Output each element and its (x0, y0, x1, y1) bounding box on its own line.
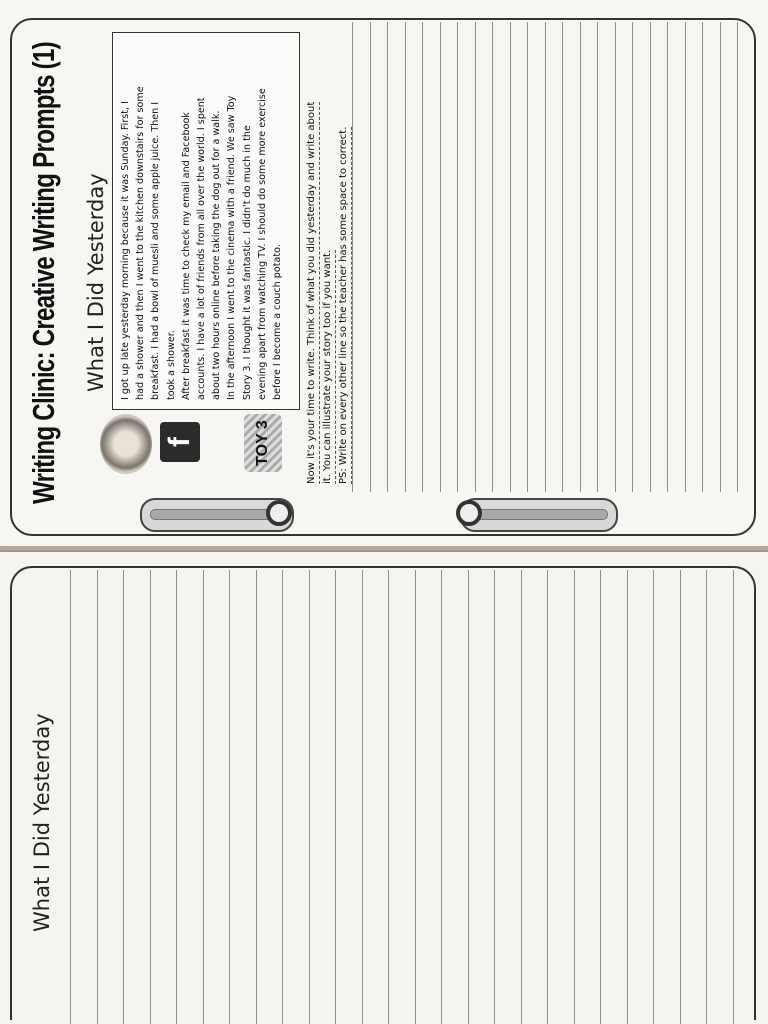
story-line: breakfast. I had a bowl of muesli and some apple juice. Then I (150, 101, 162, 400)
instruction-line: it. You can illustrate your story too if you want. (320, 250, 336, 484)
subtitle-block (84, 92, 108, 392)
instructions-block (304, 24, 352, 484)
ruled-line (685, 22, 686, 492)
toy-story-icon (244, 414, 282, 472)
ruled-line (457, 22, 458, 492)
page2-title: What I Did Yesterday (30, 713, 54, 932)
story-line: accounts. I have a lot of friends from all over the world. I spent (196, 97, 208, 400)
story-line: I got up late yesterday morning because it was Sunday. First, I (120, 101, 131, 400)
ruled-line (229, 570, 230, 1024)
ruled-line (282, 570, 283, 1024)
ruled-line (370, 22, 371, 492)
ruled-line (123, 570, 124, 1024)
ruled-line (362, 570, 363, 1024)
cereal-bowl-icon (100, 414, 152, 474)
ruled-line (97, 570, 98, 1024)
ruled-line (653, 570, 654, 1024)
ruled-line (597, 22, 598, 492)
ruled-line (422, 22, 423, 492)
toy-story-logo: TOY 3 (254, 420, 271, 466)
ruled-line (256, 570, 257, 1024)
ruled-line (492, 22, 493, 492)
ruled-line (494, 570, 495, 1024)
story-line: Story 3. I thought it was fantastic. I didn't do much in the (241, 125, 253, 400)
instruction-line: Now it's your time to write. Think of what you did yesterday and write about (304, 102, 320, 484)
ruled-line (545, 22, 546, 492)
ruled-line (706, 570, 707, 1024)
ruled-line (352, 22, 353, 492)
ruled-line (632, 22, 633, 492)
story-line: had a shower and then I went to the kitchen downstairs for some (135, 86, 147, 400)
ruled-line (600, 570, 601, 1024)
ruled-line (680, 570, 681, 1024)
ruled-line (720, 22, 721, 492)
instructions-text (304, 24, 352, 484)
ruled-line (510, 22, 511, 492)
binder-clip-right (460, 498, 618, 532)
header-block (26, 18, 62, 504)
ruled-line (733, 570, 734, 1024)
story-line: evening apart from watching TV. I should do some more exercise (256, 88, 268, 400)
story-line: before I become a couch potato. (272, 244, 284, 400)
instruction-line: PS: Write on every other line so the teacher has some space to correct. (336, 127, 352, 484)
ruled-line (440, 22, 441, 492)
ruled-line (667, 22, 668, 492)
ruled-line (150, 570, 151, 1024)
ruled-line (405, 22, 406, 492)
ruled-line (388, 570, 389, 1024)
worksheet-title: Writing Clinic: Creative Writing Prompts (1) (26, 42, 61, 504)
binder-ring-right (456, 500, 482, 526)
ruled-line (70, 570, 71, 1024)
ruled-line (176, 570, 177, 1024)
ruled-line (574, 570, 575, 1024)
ruled-line (527, 22, 528, 492)
writing-page (0, 552, 768, 1024)
writing-lines-top (352, 22, 744, 492)
ruled-line (580, 22, 581, 492)
ruled-line (737, 22, 738, 492)
story-text-block (114, 34, 289, 406)
story-line: In the afternoon I went to the cinema with a friend. We saw Toy (226, 95, 238, 400)
story-line: about two hours online before taking the dog out for a walk. (211, 110, 223, 400)
ruled-line (650, 22, 651, 492)
story-line: After breakfast it was time to check my email and Facebook (180, 112, 192, 400)
ruled-line (441, 570, 442, 1024)
ruled-line (309, 570, 310, 1024)
ruled-line (387, 22, 388, 492)
ruled-line (468, 570, 469, 1024)
facebook-icon (160, 422, 200, 462)
ruled-line (702, 22, 703, 492)
ruled-line (615, 22, 616, 492)
ruled-line (547, 570, 548, 1024)
facebook-letter: f (163, 437, 196, 447)
ruled-line (415, 570, 416, 1024)
ruled-line (475, 22, 476, 492)
binder-ring-left (266, 500, 292, 526)
ruled-line (627, 570, 628, 1024)
ruled-line (203, 570, 204, 1024)
ruled-line (562, 22, 563, 492)
story-text (114, 34, 289, 406)
ruled-line (521, 570, 522, 1024)
ruled-line (335, 570, 336, 1024)
worksheet-subtitle: What I Did Yesterday (84, 173, 108, 392)
story-line: took a shower. (165, 330, 177, 400)
writing-lines-bottom (70, 570, 754, 1024)
